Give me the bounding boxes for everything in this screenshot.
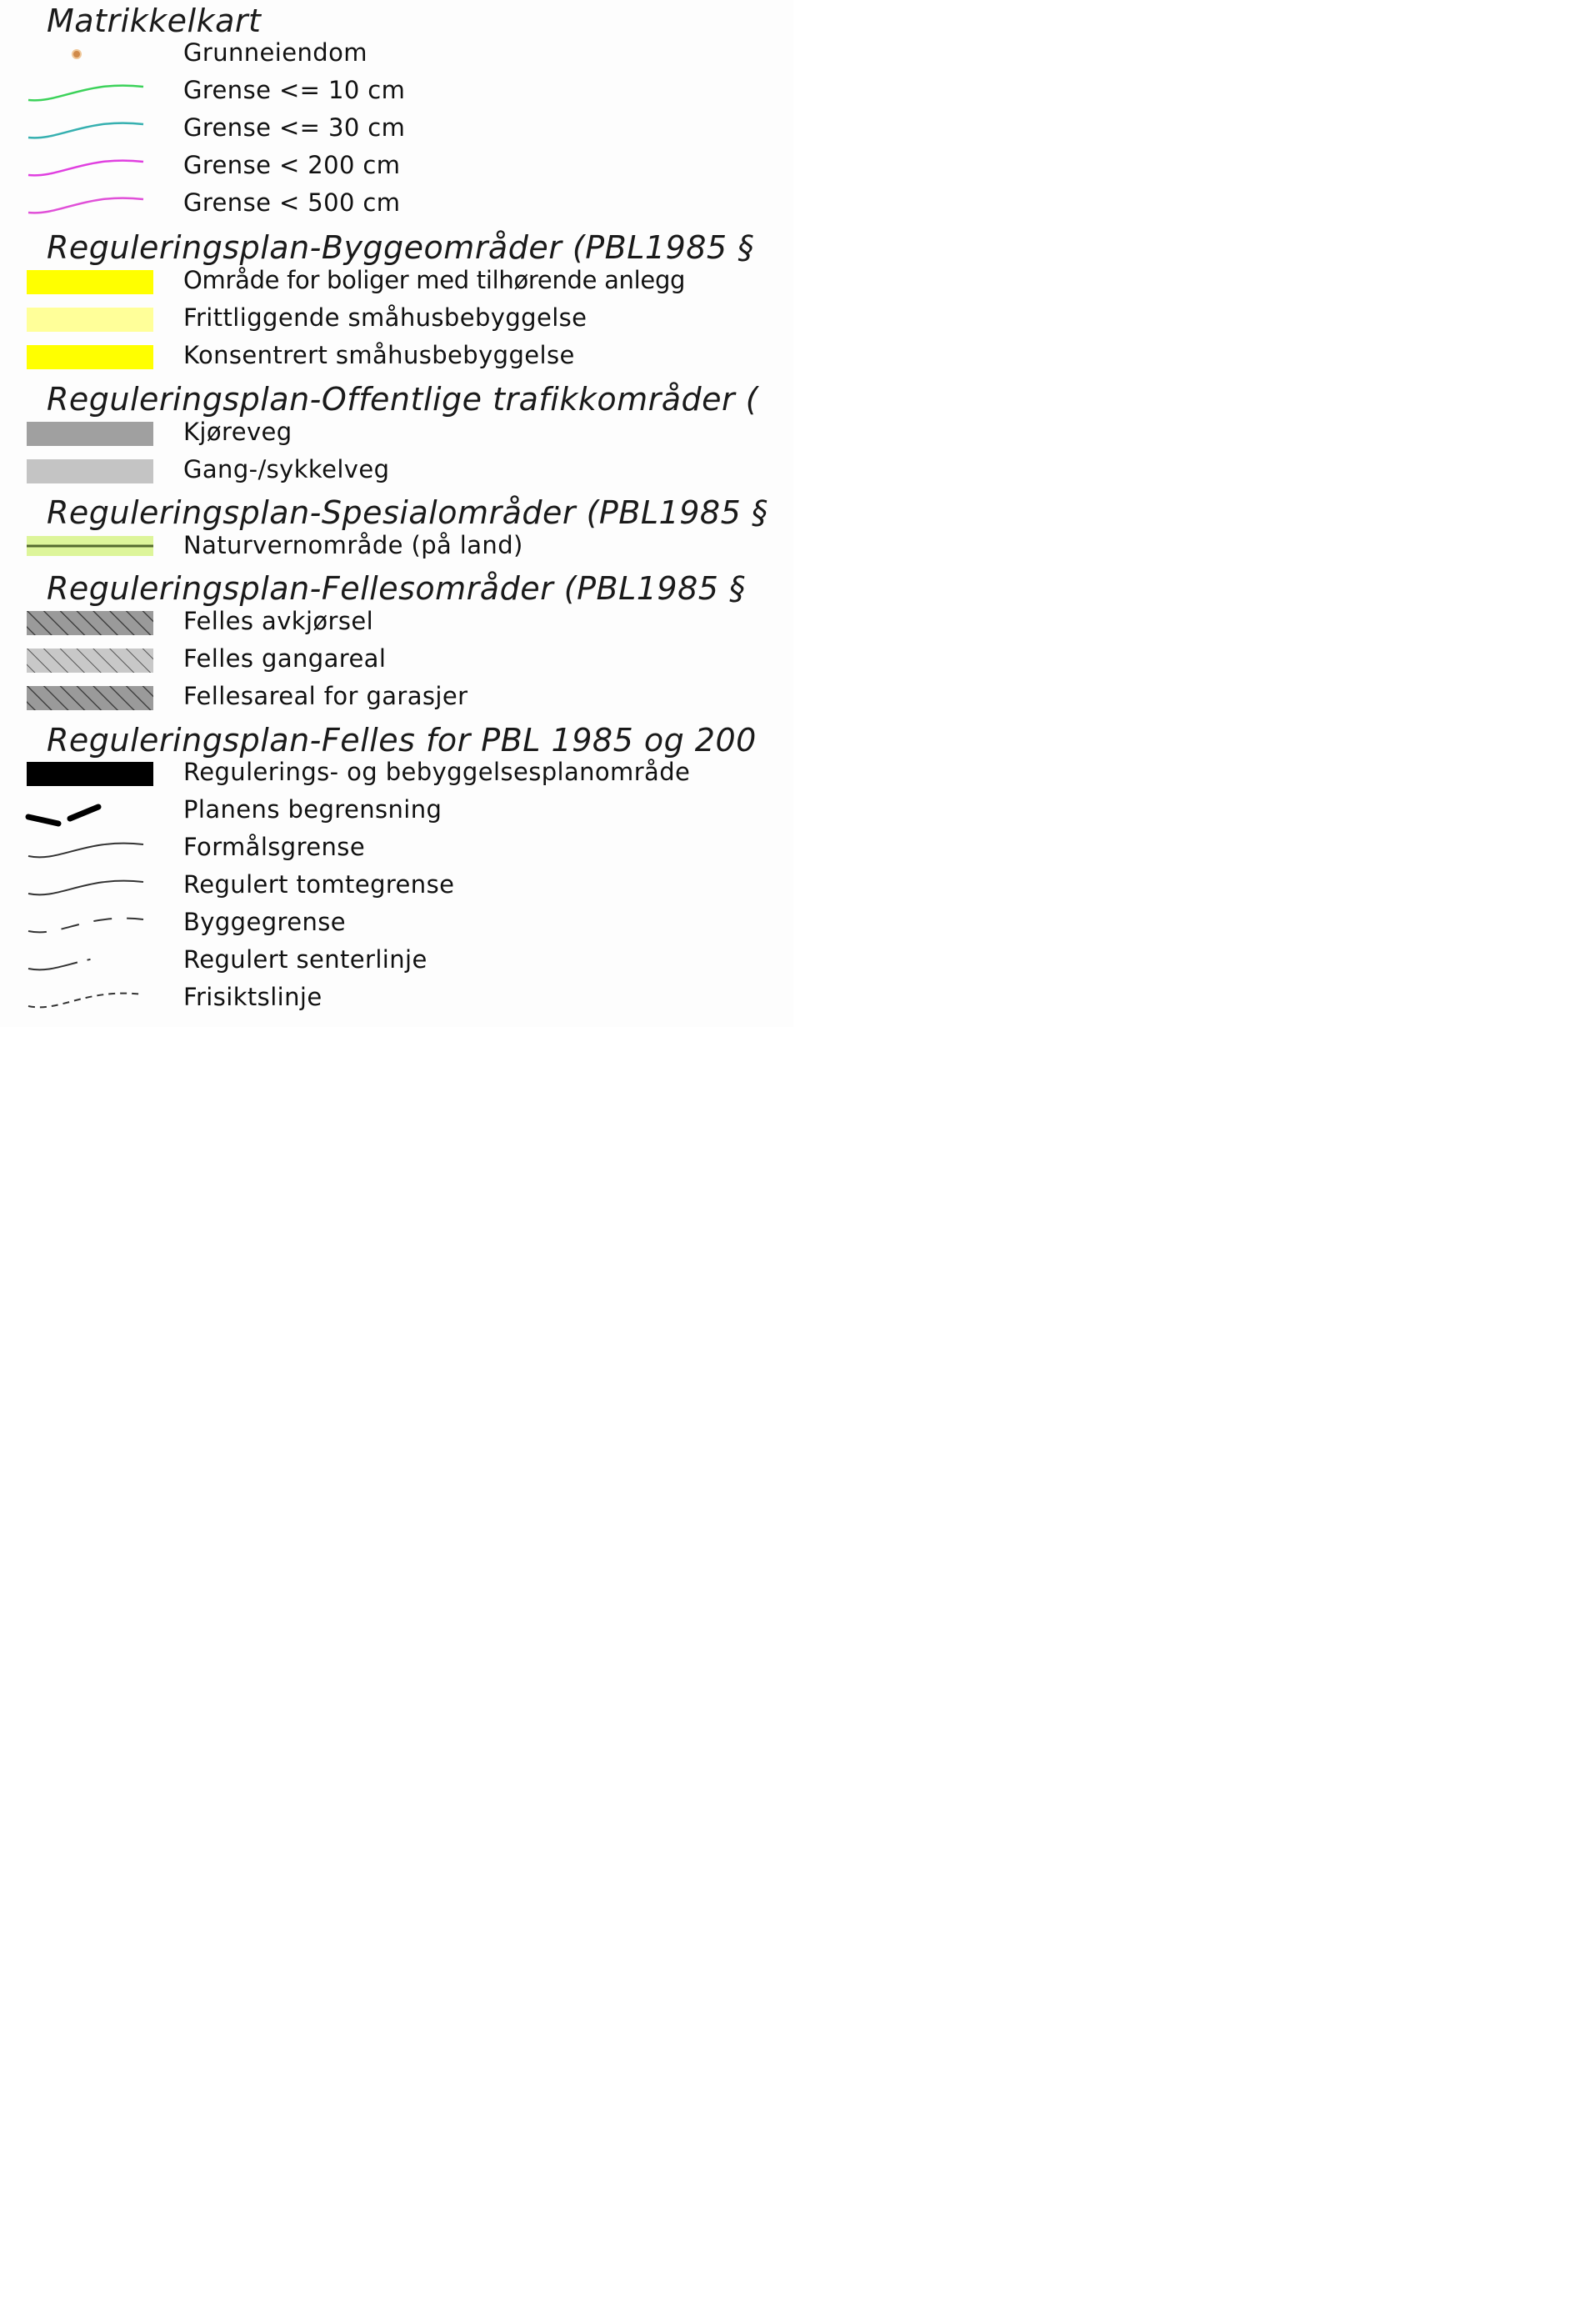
konsentrert-area-swatch: [27, 345, 153, 369]
legend-label-felles-avkjorsel: Felles avkjørsel: [183, 607, 374, 635]
section-heading-felles-pbl: Reguleringsplan-Felles for PBL 1985 og 200: [47, 722, 757, 759]
legend-label-konsentrert: Konsentrert småhusbebyggelse: [183, 341, 575, 369]
legend-label-senterlinje: Regulert senterlinje: [183, 945, 428, 974]
legend-label-grense-500cm: Grense < 500 cm: [183, 188, 401, 217]
planens-begrensning-line-icon: [27, 799, 153, 825]
formalsgrense-line-icon: [27, 836, 153, 863]
legend-label-kjoreveg: Kjøreveg: [183, 418, 292, 446]
legend-label-grense-30cm: Grense <= 30 cm: [183, 113, 406, 142]
legend-label-grense-10cm: Grense <= 10 cm: [183, 76, 406, 104]
legend-label-fellesareal-garasjer: Fellesareal for garasjer: [183, 682, 468, 710]
tomtegrense-line-icon: [27, 874, 153, 900]
felles-gangareal-hatch-swatch: [27, 649, 153, 673]
planomrade-area-swatch: [27, 762, 153, 786]
legend-label-grense-200cm: Grense < 200 cm: [183, 151, 401, 179]
legend-label-tomtegrense: Regulert tomtegrense: [183, 870, 455, 899]
section-heading-byggeomrader: Reguleringsplan-Byggeområder (PBL1985 §: [47, 229, 754, 266]
fellesareal-garasjer-hatch-swatch: [27, 686, 153, 710]
boundary-30cm-line-icon: [27, 116, 153, 143]
legend-label-planens-begrensning: Planens begrensning: [183, 795, 442, 824]
legend-label-formalsgrense: Formålsgrense: [183, 833, 366, 861]
section-heading-trafikkomrader: Reguleringsplan-Offentlige trafikkområder (: [47, 381, 759, 418]
bolig-area-swatch: [27, 270, 153, 294]
legend-label-felles-gangareal: Felles gangareal: [183, 644, 387, 673]
boundary-500cm-line-icon: [27, 191, 153, 218]
boundary-10cm-line-icon: [27, 78, 153, 105]
kjoreveg-area-swatch: [27, 422, 153, 446]
boundary-200cm-line-icon: [27, 153, 153, 180]
legend-label-byggegrense: Byggegrense: [183, 908, 346, 936]
legend-label-frisiktslinje: Frisiktslinje: [183, 983, 322, 1011]
legend-label-frittliggende: Frittliggende småhusbebyggelse: [183, 303, 588, 332]
map-legend: [0, 0, 793, 1027]
senterlinje-line-icon: [27, 949, 153, 975]
legend-label-gang-sykkelveg: Gang-/sykkelveg: [183, 455, 390, 483]
gang-sykkelveg-area-swatch: [27, 459, 153, 483]
section-heading-spesialomrader: Reguleringsplan-Spesialområder (PBL1985 §: [47, 494, 768, 531]
frittliggende-area-swatch: [27, 308, 153, 332]
legend-label-boliger: Område for boliger med tilhørende anlegg: [183, 266, 686, 294]
legend-label-planomrade: Regulerings- og bebyggelsesplanområde: [183, 758, 691, 786]
frisiktslinje-line-icon: [27, 986, 153, 1013]
section-heading-fellesomrader: Reguleringsplan-Fellesområder (PBL1985 §: [47, 570, 746, 607]
legend-label-grunneiendom: Grunneiendom: [183, 38, 368, 67]
byggegrense-line-icon: [27, 911, 153, 938]
naturvern-area-symbol-icon: [27, 533, 153, 559]
legend-label-naturvern: Naturvernområde (på land): [183, 531, 523, 559]
felles-avkjorsel-hatch-swatch: [27, 611, 153, 635]
section-heading-matrikkelkart: Matrikkelkart: [47, 3, 262, 39]
grunneiendom-point-icon: [27, 41, 153, 68]
